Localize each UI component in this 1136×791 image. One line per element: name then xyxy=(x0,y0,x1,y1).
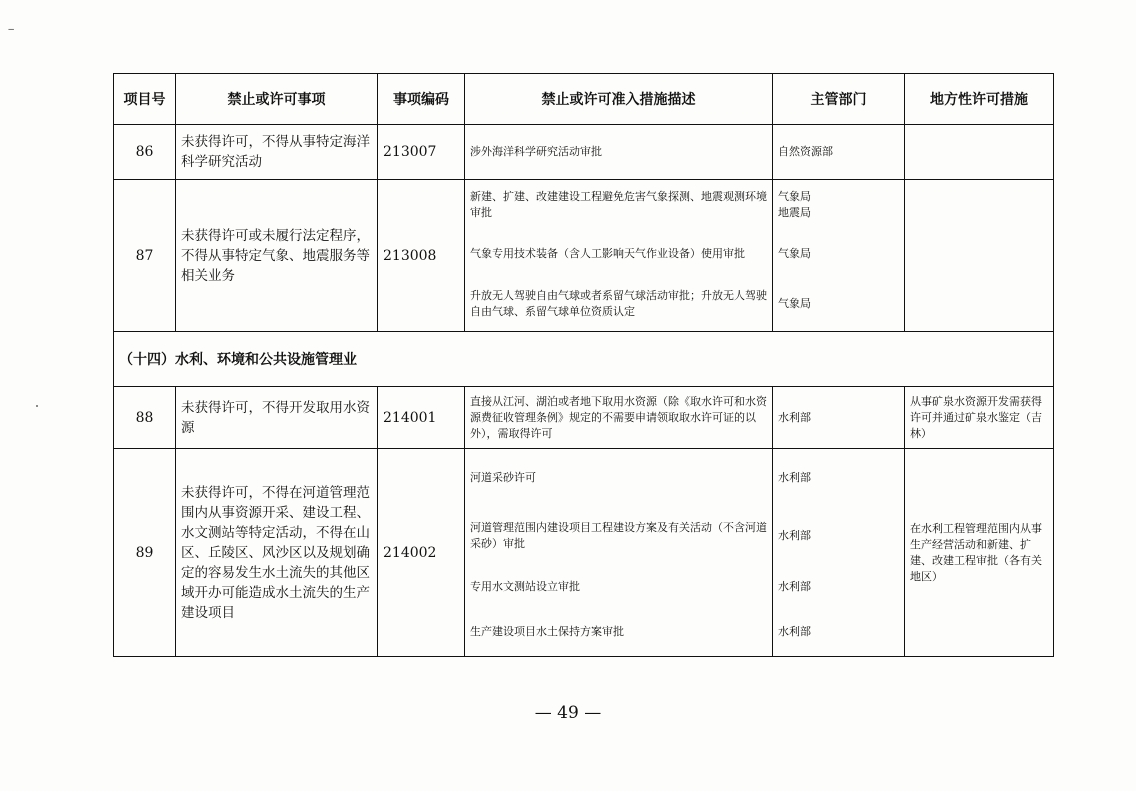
header-row xyxy=(114,74,1054,125)
local-measure: 在水利工程管理范围内从事生产经营活动和新建、扩建、改建工程审批（各有关地区） xyxy=(905,449,1054,657)
section-row xyxy=(114,332,1054,387)
department: 水利部 xyxy=(773,507,905,565)
header-desc: 禁止或许可准入措施描述 xyxy=(465,74,773,125)
header-no: 项目号 xyxy=(114,74,176,125)
department: 水利部 xyxy=(773,565,905,609)
measure-description: 气象专用技术装备（含人工影响天气作业设备）使用审批 xyxy=(465,230,773,278)
local-measure xyxy=(905,125,1054,180)
item-code: 213007 xyxy=(378,125,465,180)
measure-description: 生产建设项目水土保持方案审批 xyxy=(465,609,773,657)
department: 水利部 xyxy=(773,609,905,657)
item-text: 未获得许可，不得开发取用水资源 xyxy=(176,387,378,449)
header-dept: 主管部门 xyxy=(773,74,905,125)
department: 自然资源部 xyxy=(773,125,905,180)
scan-dot xyxy=(36,405,38,407)
measure-description: 涉外海洋科学研究活动审批 xyxy=(465,125,773,180)
measure-description: 升放无人驾驶自由气球或者系留气球活动审批；升放无人驾驶自由气球、系留气球单位资质认定 xyxy=(465,278,773,332)
department: 气象局 地震局 xyxy=(773,180,905,230)
local-measure xyxy=(905,180,1054,332)
department: 气象局 xyxy=(773,230,905,278)
header-local: 地方性许可措施 xyxy=(905,74,1054,125)
item-code: 213008 xyxy=(378,180,465,332)
page-edge-mark: ‒ xyxy=(8,24,15,35)
department: 气象局 xyxy=(773,278,905,332)
measure-description: 专用水文测站设立审批 xyxy=(465,565,773,609)
row-number: 89 xyxy=(114,449,176,657)
item-text: 未获得许可或未履行法定程序，不得从事特定气象、地震服务等相关业务 xyxy=(176,180,378,332)
page-number: — 49 — xyxy=(534,703,602,723)
table-row xyxy=(114,449,1054,507)
table-row xyxy=(114,125,1054,180)
department: 水利部 xyxy=(773,387,905,449)
row-number: 88 xyxy=(114,387,176,449)
table-row xyxy=(114,387,1054,449)
item-text: 未获得许可，不得在河道管理范围内从事资源开采、建设工程、水文测站等特定活动，不得在山区、丘陵区、风沙区以及规划确定的容易发生水土流失的其他区域开办可能造成水土流失的生产建设项目 xyxy=(176,449,378,657)
row-number: 87 xyxy=(114,180,176,332)
measure-description: 新建、扩建、改建建设工程避免危害气象探测、地震观测环境审批 xyxy=(465,180,773,230)
item-code: 214002 xyxy=(378,449,465,657)
section-title: （十四）水利、环境和公共设施管理业 xyxy=(114,332,1054,387)
measure-description: 河道采砂许可 xyxy=(465,449,773,507)
measure-description: 河道管理范围内建设项目工程建设方案及有关活动（不含河道采砂）审批 xyxy=(465,507,773,565)
department: 水利部 xyxy=(773,449,905,507)
header-item: 禁止或许可事项 xyxy=(176,74,378,125)
table-row xyxy=(114,180,1054,230)
header-code: 事项编码 xyxy=(378,74,465,125)
local-measure: 从事矿泉水资源开发需获得许可并通过矿泉水鉴定（吉林） xyxy=(905,387,1054,449)
measure-description: 直接从江河、湖泊或者地下取用水资源（除《取水许可和水资源费征收管理条例》规定的不需要申请领取取水许可证的以外），需取得许可 xyxy=(465,387,773,449)
row-number: 86 xyxy=(114,125,176,180)
item-code: 214001 xyxy=(378,387,465,449)
item-text: 未获得许可，不得从事特定海洋科学研究活动 xyxy=(176,125,378,180)
permit-table xyxy=(113,73,1054,657)
